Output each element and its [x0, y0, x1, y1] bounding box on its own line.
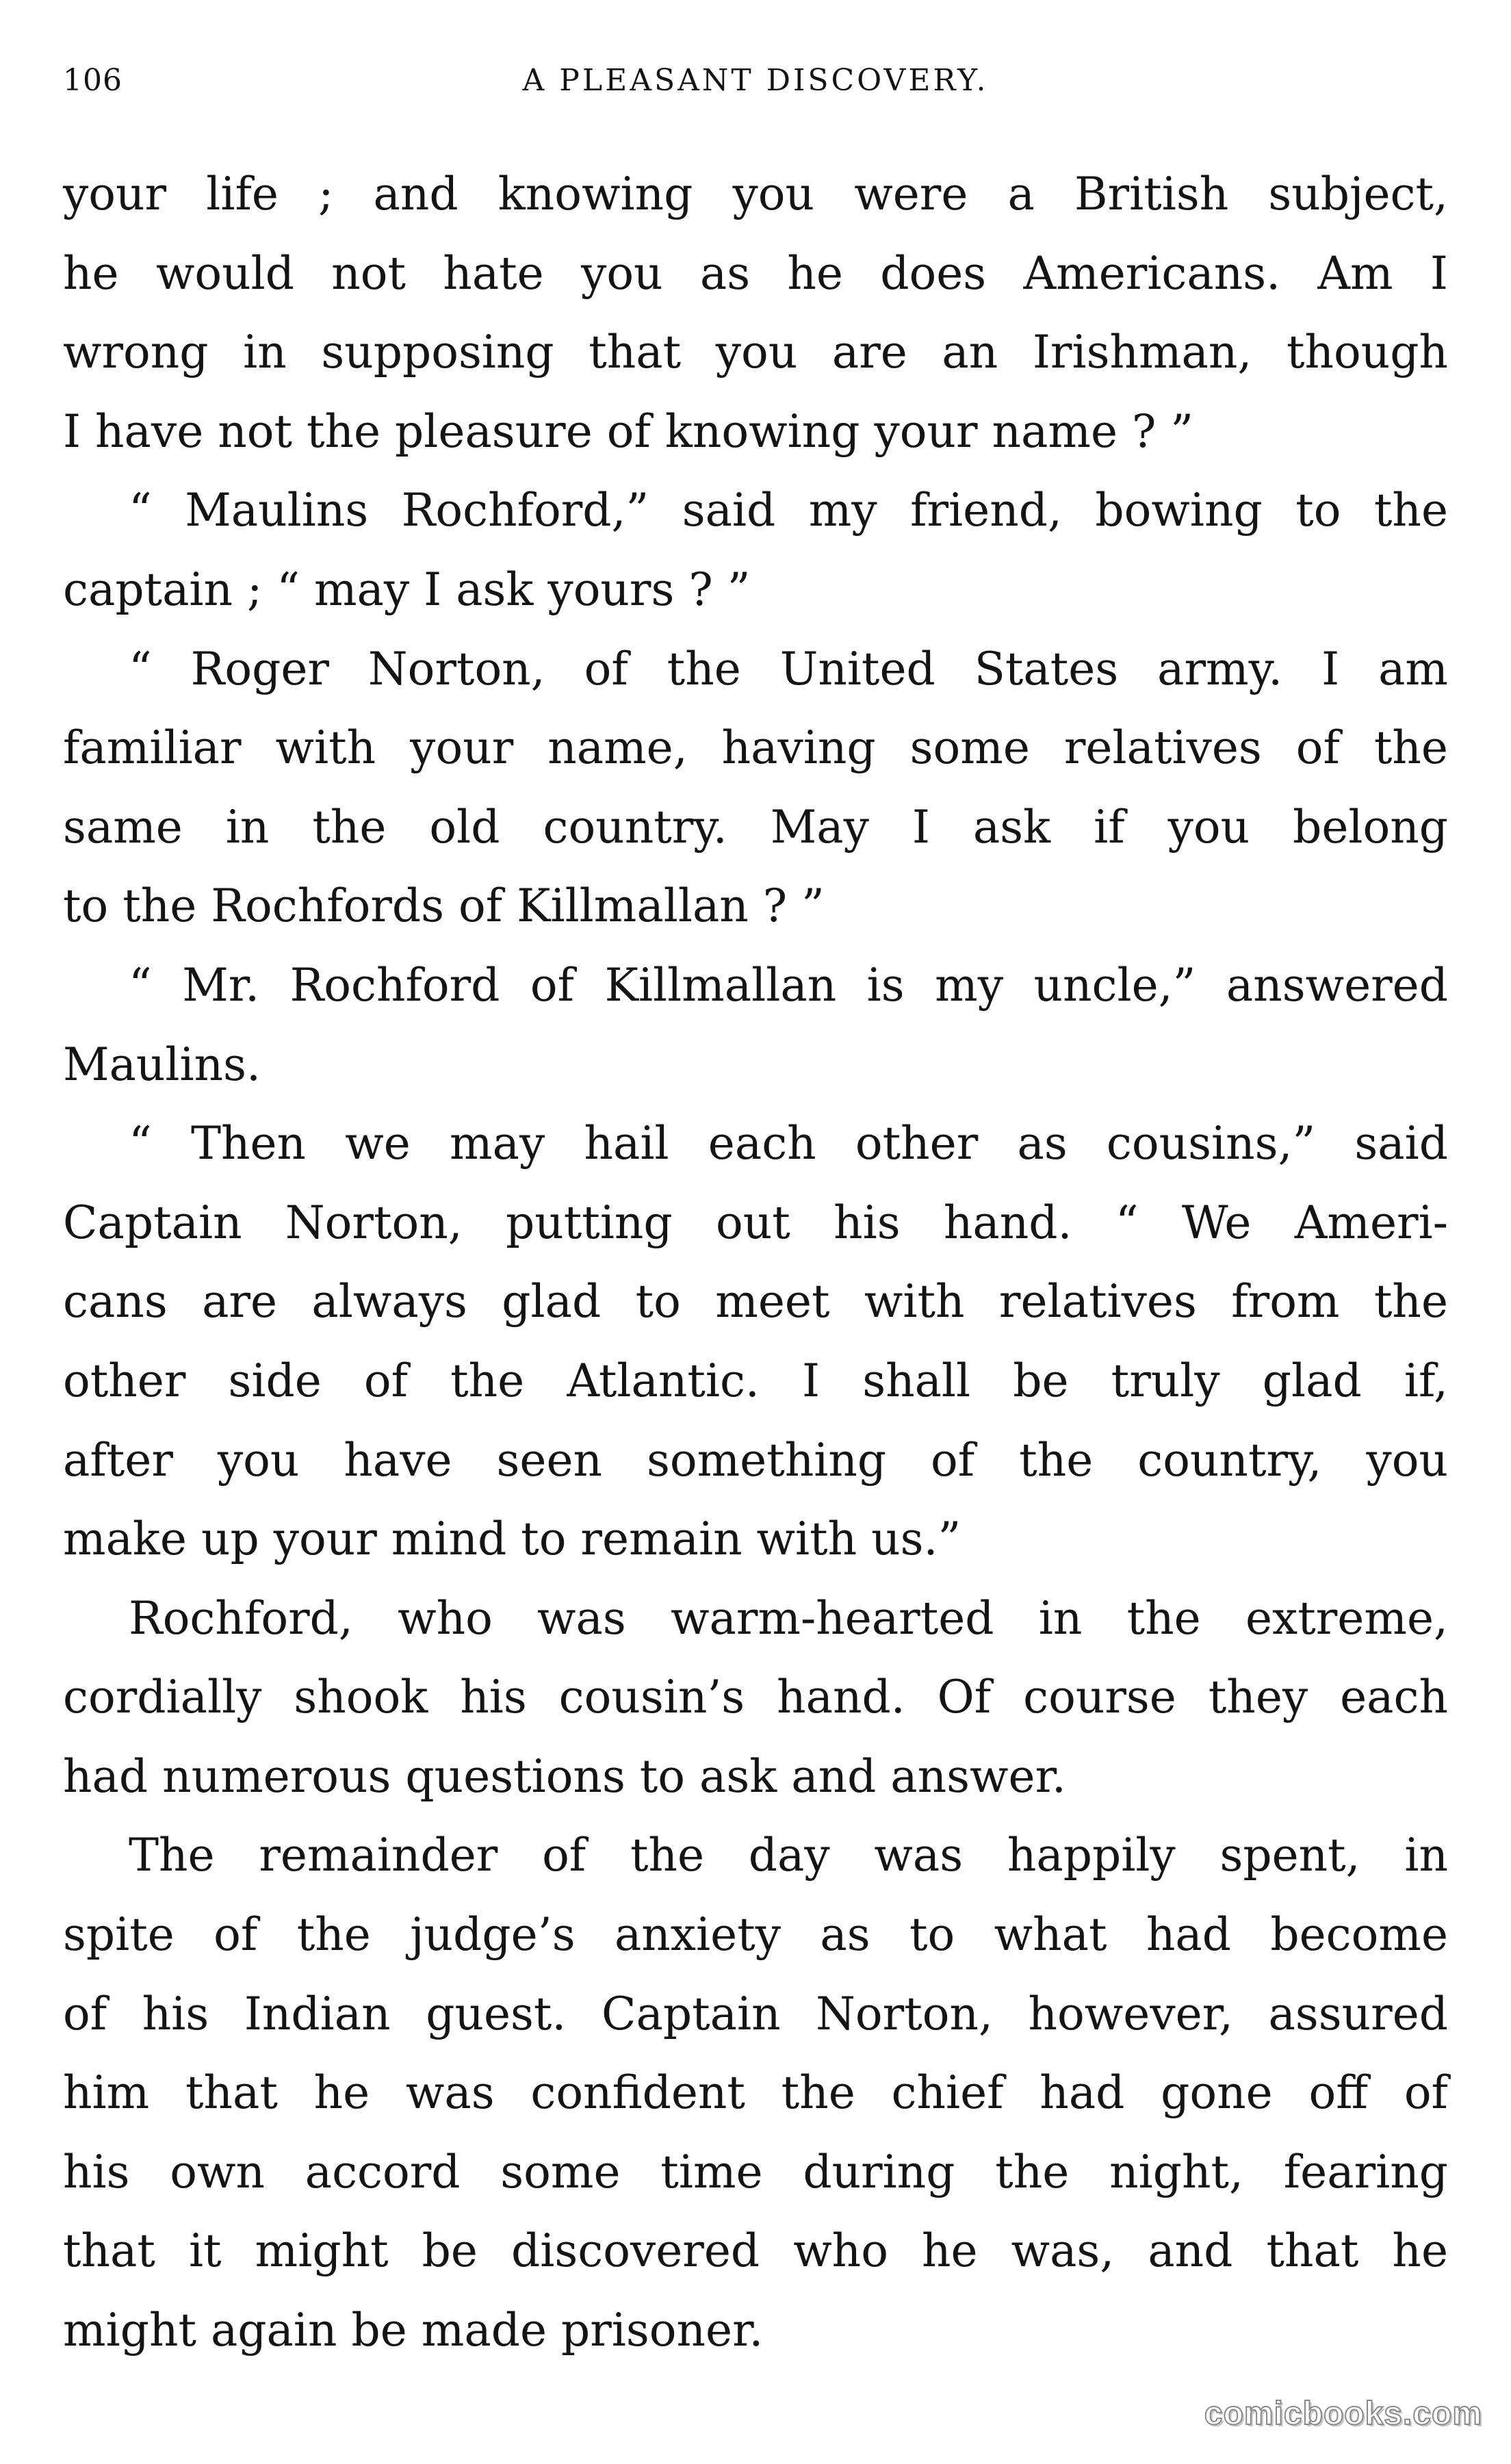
text-line: cans are always glad to meet with relatives from the [63, 1275, 1448, 1329]
text-line: cordially shook his cousin’s hand. Of course they each [63, 1671, 1448, 1724]
text-line: “ Then we may hail each other as cousins,” said [129, 1117, 1448, 1170]
text-line: familiar with your name, having some relatives of the [63, 721, 1448, 775]
text-line: to the Rochfords of Killmallan ? ” [63, 880, 825, 933]
text-line: Rochford, who was warm-hearted in the extreme, [129, 1591, 1448, 1645]
text-line: after you have seen something of the country, you [63, 1433, 1448, 1487]
page-number: 106 [63, 63, 122, 98]
text-line: other side of the Atlantic. I shall be truly glad if, [63, 1354, 1448, 1407]
text-line: “ Maulins Rochford,” said my friend, bowing to the [129, 484, 1448, 537]
text-line: Captain Norton, putting out his hand. “ We Ameri- [63, 1196, 1448, 1249]
text-line: make up your mind to remain with us.” [63, 1513, 961, 1566]
watermark: comicbooks.com [1204, 2396, 1482, 2432]
text-line: his own accord some time during the night, fearing [63, 2145, 1448, 2198]
text-line: your life ; and knowing you were a British subject, [63, 168, 1448, 220]
page-header [63, 63, 1448, 111]
text-line: Maulins. [63, 1038, 261, 1091]
text-line: spite of the judge’s anxiety as to what had become [63, 1908, 1448, 1962]
text-line: of his Indian guest. Captain Norton, however, assured [63, 1987, 1448, 2040]
text-line: “ Roger Norton, of the United States army. I am [129, 642, 1448, 695]
text-line: The remainder of the day was happily spent, in [129, 1829, 1448, 1882]
text-line: same in the old country. May I ask if you belong [63, 800, 1448, 854]
body-text [63, 155, 1448, 2370]
text-line: he would not hate you as he does Americans. Am I [63, 246, 1448, 300]
text-line: might again be made prisoner. [63, 2304, 764, 2357]
text-line: had numerous questions to ask and answer. [63, 1749, 1066, 1803]
text-line: that it might be discovered who he was, and that he [63, 2224, 1448, 2278]
text-line: captain ; “ may I ask yours ? ” [63, 563, 751, 616]
running-title: A PLEASANT DISCOVERY. [522, 63, 989, 98]
text-line: I have not the pleasure of knowing your name ? ” [63, 405, 1194, 458]
text-line: “ Mr. Rochford of Killmallan is my uncle,” answered [129, 958, 1448, 1012]
text-line: him that he was confident the chief had gone off of [63, 2066, 1448, 2120]
text-line: wrong in supposing that you are an Irishman, though [63, 326, 1448, 379]
